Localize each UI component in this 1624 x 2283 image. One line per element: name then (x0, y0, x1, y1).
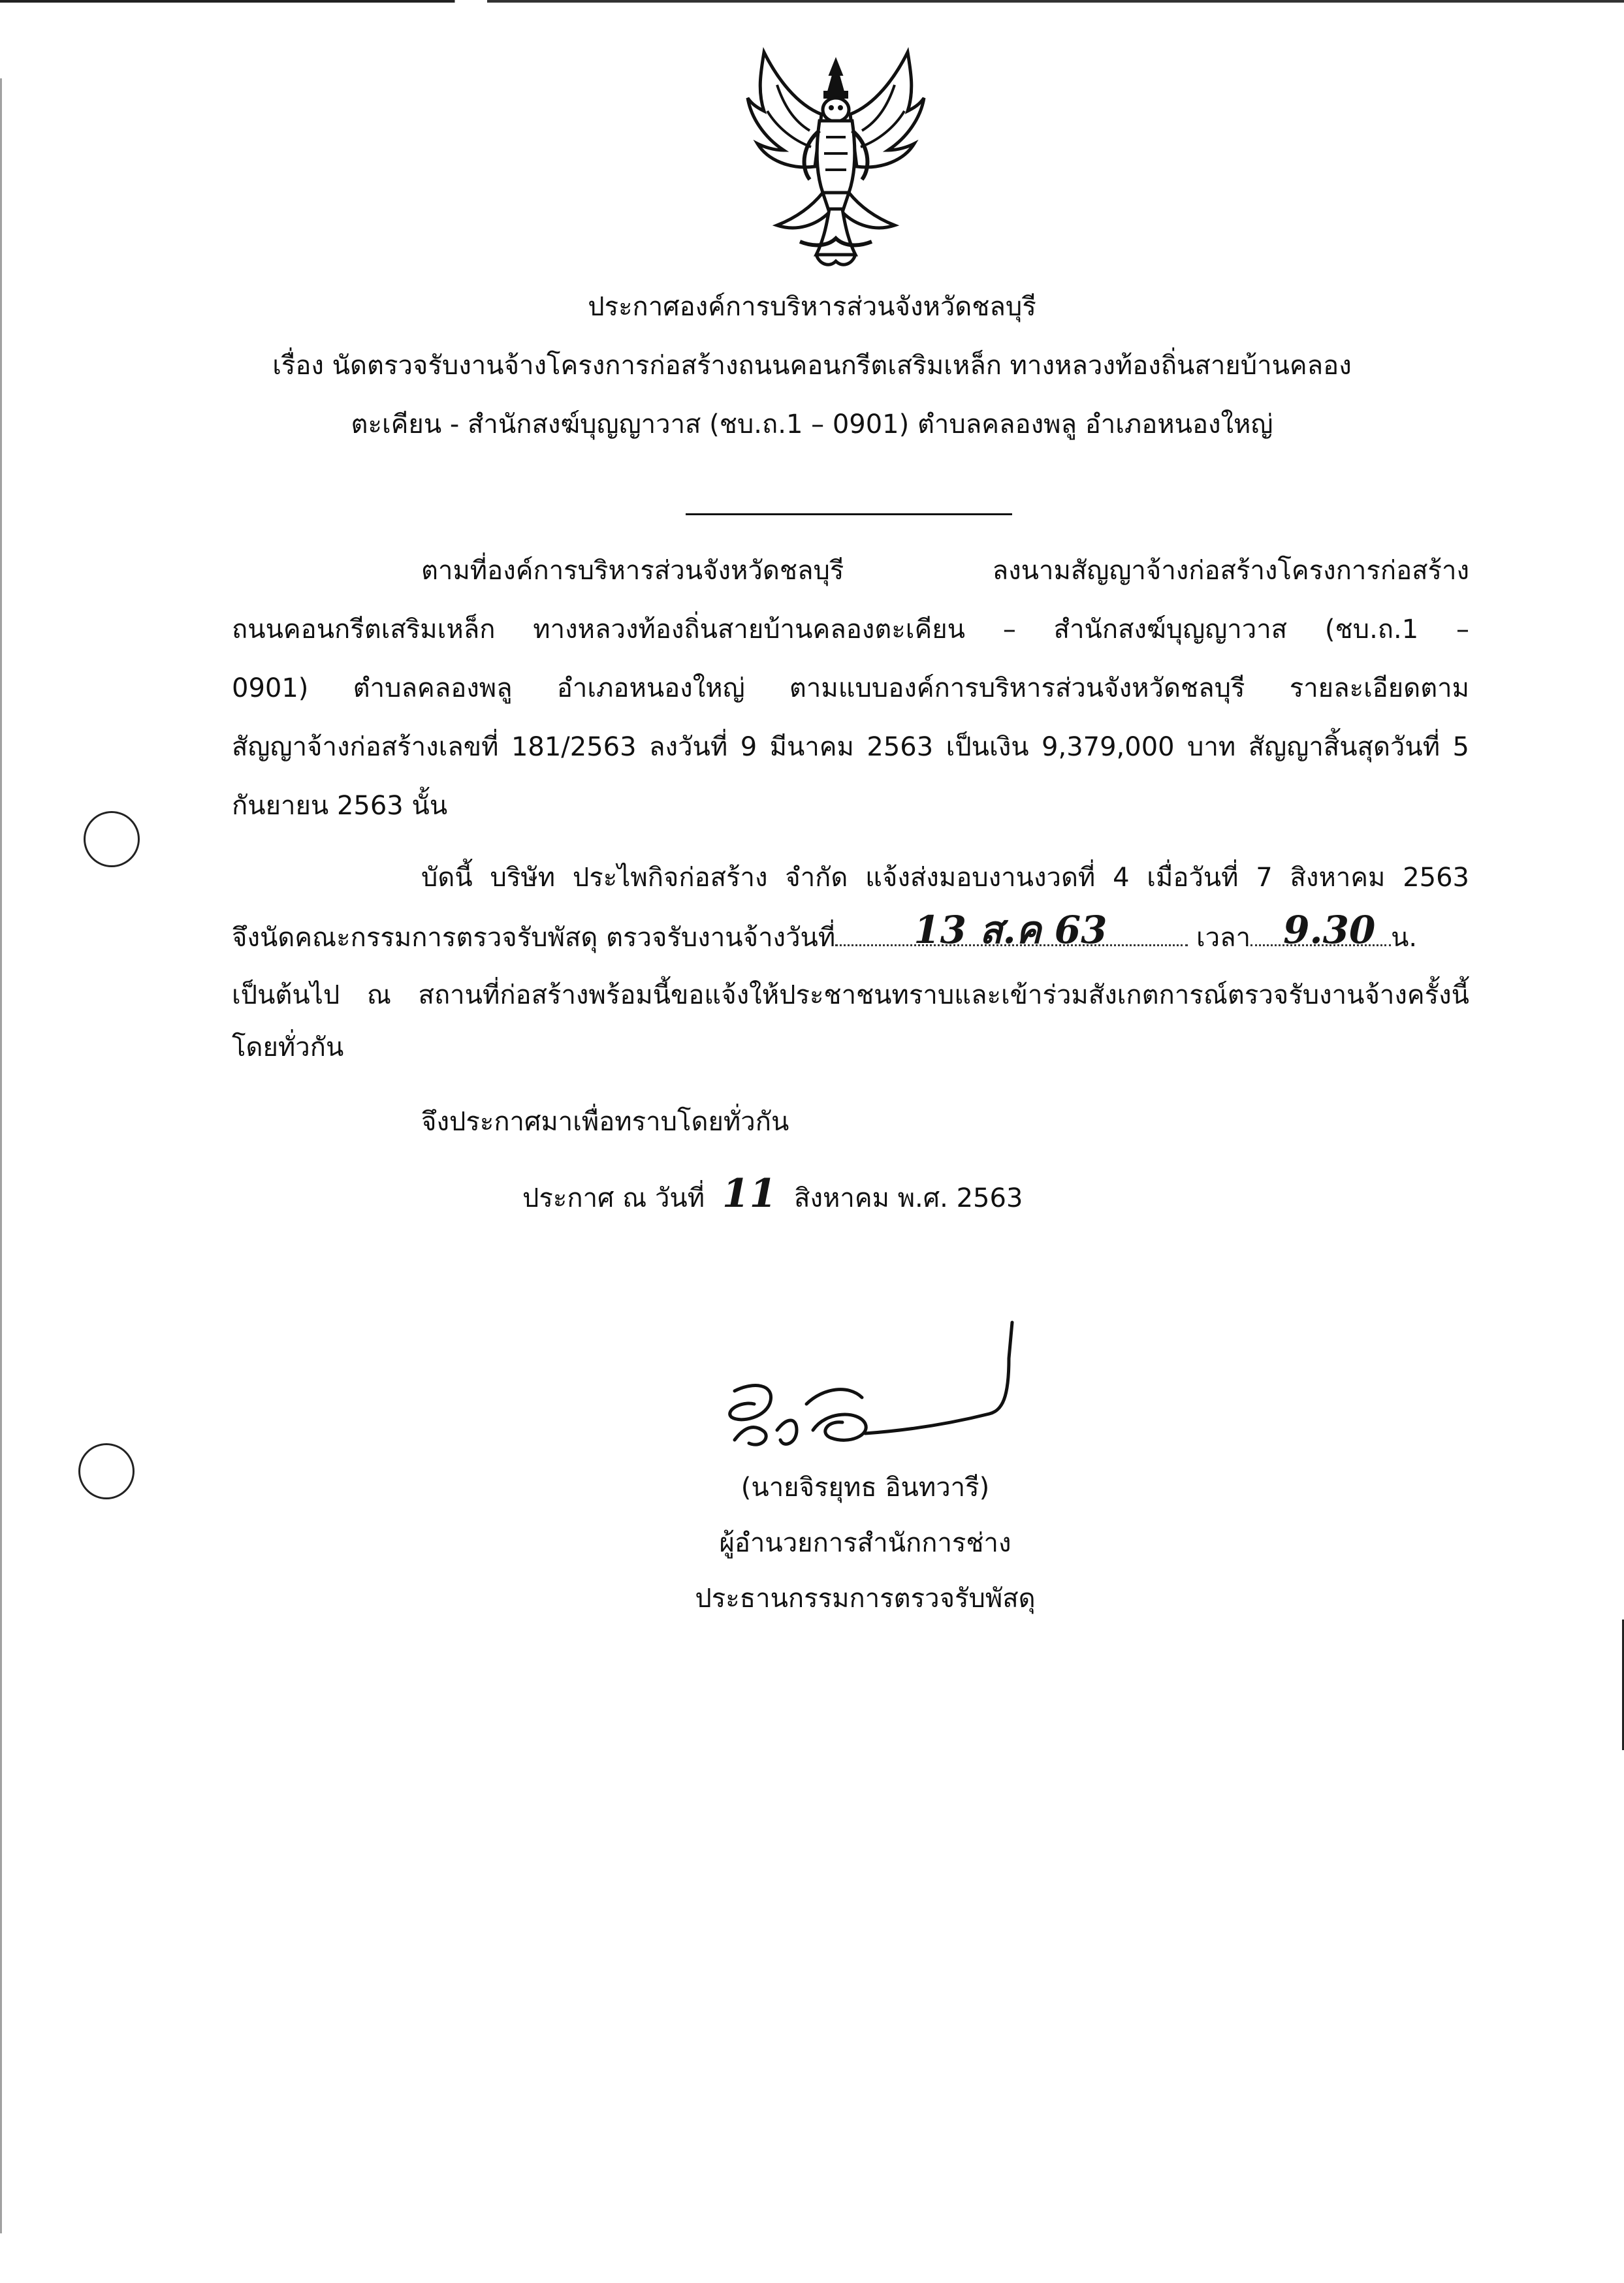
inspection-time-label: เวลา (1196, 923, 1251, 953)
paragraph-1-line-3: 0901) ตำบลคลองพลู อำเภอหนองใหญ่ ตามแบบองค์การบริหารส่วนจังหวัดชลบุรี รายละเอียดตาม (232, 673, 1469, 703)
closing-statement: จึงประกาศมาเพื่อทราบโดยทั่วกัน (421, 1107, 789, 1137)
garuda-emblem (738, 46, 934, 274)
signatory-position: ผู้อำนวยการสำนักการช่าง (719, 1528, 1011, 1558)
paragraph-2-line-3: เป็นต้นไป ณ สถานที่ก่อสร้างพร้อมนี้ขอแจ้งให้ประชาชนทราบและเข้าร่วมสังเกตการณ์ตรวจรับงานจ้างครั้งนี้ (232, 980, 1469, 1010)
inspection-time-handwritten: 9.30 (1283, 908, 1376, 952)
paragraph-2-line-1: บัดนี้ บริษัท ประไพกิจก่อสร้าง จำกัด แจ้งส่งมอบงานงวดที่ 4 เมื่อวันที่ 7 สิงหาคม 2563 (421, 863, 1469, 893)
paragraph-2-line-4: โดยทั่วกัน (232, 1032, 344, 1062)
time-unit: น. (1391, 923, 1418, 953)
inspection-date-handwritten: 13 ส.ค 63 (914, 908, 1107, 952)
announcement-date (522, 1171, 1023, 1217)
paragraph-1-line-5: กันยายน 2563 นั้น (232, 791, 448, 821)
subject-line-2: ตะเคียน - สำนักสงฆ์บุญญาวาส (ชบ.ถ.1 – 0901) ตำบลคลองพลู อำเภอหนองใหญ่ (351, 409, 1273, 439)
subject-line-1: เรื่อง นัดตรวจรับงานจ้างโครงการก่อสร้างถนนคอนกรีตเสริมเหล็ก ทางหลวงท้องถิ่นสายบ้านคลอง (272, 351, 1352, 381)
paragraph-1-line-4: สัญญาจ้างก่อสร้างเลขที่ 181/2563 ลงวันที่ 9 มีนาคม 2563 เป็นเงิน 9,379,000 บาท สัญญาสิ้นสุดวันที่ 5 (232, 732, 1469, 762)
inspection-date-field (835, 908, 1188, 952)
scan-edge-top (0, 0, 1624, 3)
announce-date-suffix: สิงหาคม พ.ศ. 2563 (794, 1183, 1023, 1213)
inspection-date-label: จึงนัดคณะกรรมการตรวจรับพัสดุ ตรวจรับงานจ้างวันที่ (232, 923, 836, 953)
announce-day-handwritten: 11 (722, 1171, 777, 1217)
signatory-name: (นายจิรยุทธ อินทวารี) (740, 1473, 990, 1503)
paragraph-1-line-1: ตามที่องค์การบริหารส่วนจังหวัดชลบุรี ลงนามสัญญาจ้างก่อสร้างโครงการก่อสร้าง (421, 556, 1469, 586)
title-divider (686, 513, 1012, 515)
inspection-time-field (1250, 908, 1391, 952)
announce-date-prefix: ประกาศ ณ วันที่ (522, 1183, 705, 1213)
handwritten-signature (715, 1319, 1028, 1476)
paragraph-1-line-2: ถนนคอนกรีตเสริมเหล็ก ทางหลวงท้องถิ่นสายบ้านคลองตะเคียน – สำนักสงฆ์บุญญาวาส (ชบ.ถ.1 – (232, 615, 1469, 645)
signatory-committee-role: ประธานกรรมการตรวจรับพัสดุ (695, 1584, 1036, 1614)
paragraph-2-line-2 (232, 908, 1469, 956)
scan-edge-left (0, 78, 2, 2233)
announcement-title: ประกาศองค์การบริหารส่วนจังหวัดชลบุรี (588, 292, 1036, 322)
punch-hole-upper (84, 811, 140, 867)
punch-hole-lower (78, 1443, 135, 1499)
